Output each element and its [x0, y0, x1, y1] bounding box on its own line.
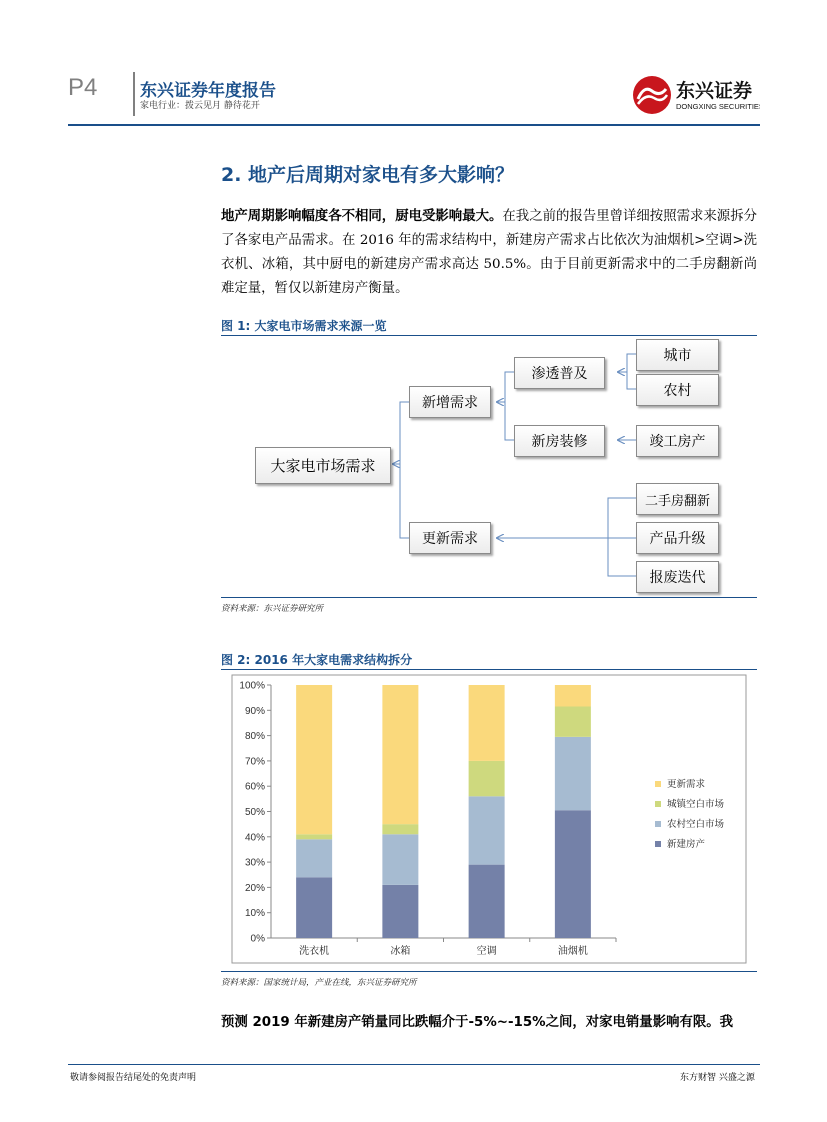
svg-text:东兴证券: 东兴证券	[676, 80, 753, 102]
bar-segment	[382, 824, 418, 834]
legend-label: 城镇空白市场	[667, 799, 725, 810]
footer-rule	[68, 1064, 760, 1065]
footer-slogan: 东方财智 兴盛之源	[680, 1073, 755, 1083]
legend-label: 新建房产	[667, 839, 706, 850]
figure2-bottom-rule	[221, 971, 757, 972]
bar-segment	[469, 796, 505, 864]
bar-segment	[469, 761, 505, 796]
node-replace-demand: 更新需求	[409, 522, 491, 554]
y-tick-label: 50%	[244, 807, 265, 818]
report-subtitle: 家电行业：拨云见月 静待花开	[140, 101, 260, 111]
legend-swatch	[655, 821, 661, 827]
y-tick-label: 30%	[244, 857, 265, 869]
bar-segment	[555, 810, 591, 938]
logo-mark-icon	[630, 73, 760, 117]
conclusion-paragraph: 预测 2019 年新建房产销量同比跌幅介于-5%~-15%之间，对家电销量影响有限。我	[221, 1015, 734, 1030]
y-tick-label: 80%	[244, 731, 265, 743]
y-tick-label: 0%	[250, 933, 265, 945]
figure2-source: 资料来源：国家统计局，产业在线，东兴证券研究所	[221, 978, 417, 988]
legend-swatch	[655, 801, 661, 807]
node-product-upgrade: 产品升级	[636, 522, 719, 554]
x-tick-label: 洗衣机	[299, 946, 330, 957]
bar-segment	[555, 685, 591, 707]
figure1-source: 资料来源：东兴证券研究所	[221, 604, 324, 614]
bar-segment	[382, 685, 418, 824]
bar-segment	[296, 839, 332, 877]
node-new-demand: 新增需求	[409, 386, 491, 418]
svg-text:DONGXING SECURITIES: DONGXING SECURITIES	[676, 102, 760, 111]
bar-segment	[382, 834, 418, 885]
bar-segment	[555, 737, 591, 810]
legend-label: 更新需求	[667, 779, 706, 790]
node-second-hand-renovation: 二手房翻新	[636, 483, 719, 515]
bar-segment	[469, 865, 505, 938]
report-title: 东兴证券年度报告	[140, 81, 276, 101]
legend-swatch	[655, 841, 661, 847]
y-tick-label: 90%	[244, 705, 265, 717]
y-tick-label: 60%	[244, 781, 265, 793]
figure1-bottom-rule	[221, 597, 757, 598]
y-tick-label: 70%	[244, 756, 265, 768]
node-root: 大家电市场需求	[255, 447, 391, 484]
bar-segment	[296, 685, 332, 834]
bar-segment	[555, 707, 591, 737]
bar-segment	[296, 877, 332, 938]
bar-segment	[382, 885, 418, 938]
x-tick-label: 空调	[476, 946, 497, 957]
y-tick-label: 10%	[244, 908, 265, 920]
header-rule	[68, 124, 760, 126]
node-new-house-decor: 新房装修	[514, 425, 605, 457]
y-tick-label: 40%	[244, 832, 265, 844]
paragraph-text: 在我之前的报告里曾详细按照需求来源拆分了各家电产品需求。在 2016 年的需求结构中，新建房产需求占比依次为油烟机>空调>洗衣机、冰箱，其中厨电的新建房产需求高达 50.5%。由于目前更新需求中的二手房翻新尚难定量，暂仅以新建房产衡量。	[221, 209, 757, 296]
bar-segment	[469, 685, 505, 761]
node-penetration: 渗透普及	[514, 357, 605, 389]
node-city: 城市	[636, 339, 719, 371]
section-heading: 2. 地产后周期对家电有多大影响？	[221, 164, 515, 186]
node-rural: 农村	[636, 374, 719, 406]
figure1-caption: 图 1: 大家电市场需求来源一览	[221, 319, 387, 333]
page-number: P4	[68, 74, 98, 101]
node-scrap-replacement: 报废迭代	[636, 561, 719, 593]
node-completed-housing: 竣工房产	[636, 425, 719, 457]
header-divider	[133, 72, 135, 116]
figure2-caption: 图 2: 2016 年大家电需求结构拆分	[221, 653, 413, 667]
x-tick-label: 冰箱	[390, 946, 411, 957]
company-logo	[630, 73, 760, 117]
y-tick-label: 20%	[244, 882, 265, 894]
footer-disclaimer: 敬请参阅报告结尾处的免责声明	[70, 1073, 197, 1083]
legend-label: 农村空白市场	[667, 819, 725, 830]
bar-segment	[296, 834, 332, 839]
legend-swatch	[655, 781, 661, 787]
paragraph-lead: 地产周期影响幅度各不相同，厨电受影响最大。	[221, 209, 503, 224]
body-paragraph	[221, 205, 757, 301]
stacked-bar-chart	[221, 670, 757, 970]
y-tick-label: 100%	[239, 680, 265, 692]
x-tick-label: 油烟机	[557, 946, 588, 957]
